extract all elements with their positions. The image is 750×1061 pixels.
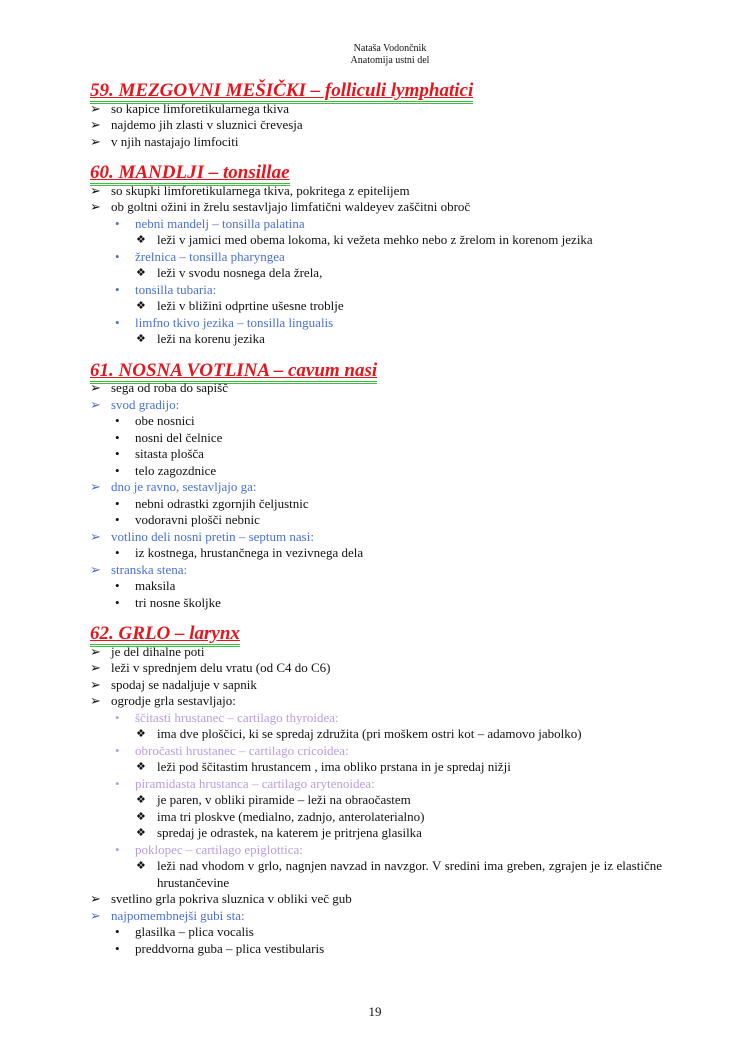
list-item-text: svetlino grla pokriva sluznica v obliki več gub xyxy=(111,891,352,906)
list-item-text: tonsilla tubaria: xyxy=(135,281,217,297)
dot-bullet-icon: • xyxy=(115,578,120,593)
diamond-bullet-icon: ❖ xyxy=(136,300,146,312)
list-item xyxy=(90,726,662,743)
arrow-bullet-icon: ➢ xyxy=(90,561,101,577)
list-item xyxy=(90,463,662,480)
arrow-bullet-icon: ➢ xyxy=(90,100,101,116)
dot-bullet-icon: • xyxy=(115,841,120,857)
list-item xyxy=(90,479,662,496)
dot-bullet-icon: • xyxy=(115,512,120,527)
list-item xyxy=(90,908,662,925)
section-heading xyxy=(90,68,662,101)
list-item-text: ima tri ploskve (medialno, zadnjo, anterolaterialno) xyxy=(157,808,425,824)
list-item xyxy=(90,941,662,958)
list-item xyxy=(90,792,662,809)
list-item-text: žrelnica – tonsilla pharyngea xyxy=(135,248,285,264)
list-item xyxy=(90,430,662,447)
list-item xyxy=(90,265,662,282)
list-item-text: spredaj je odrastek, na katerem je pritrjena glasilka xyxy=(157,825,422,840)
list-item xyxy=(90,331,662,348)
list-item xyxy=(90,693,662,710)
list-item-text: so kapice limforetikularnega tkiva xyxy=(111,100,289,116)
diamond-bullet-icon: ❖ xyxy=(136,728,146,740)
list-item xyxy=(90,183,662,200)
section-heading-text: 60. MANDLJI – tonsillae xyxy=(90,162,290,186)
arrow-bullet-icon: ➢ xyxy=(90,907,101,923)
arrow-bullet-icon: ➢ xyxy=(90,199,101,214)
list-item xyxy=(90,315,662,332)
list-item-text: leži nad vhodom v grlo, nagnjen navzad in navzgor. V sredini ima greben, zgrajen je iz elastične hrustančevine xyxy=(157,858,662,890)
section-heading-text: 59. MEZGOVNI MEŠIČKI – folliculi lymphatici xyxy=(90,80,473,104)
arrow-bullet-icon: ➢ xyxy=(90,643,101,659)
arrow-bullet-icon: ➢ xyxy=(90,182,101,198)
list-item-text: so skupki limforetikularnega tkiva, pokritega z epitelijem xyxy=(111,182,410,198)
list-item xyxy=(90,644,662,661)
list-item xyxy=(90,891,662,908)
list-item-text: leži v jamici med obema lokoma, ki vežeta mehko nebo z žrelom in korenom jezika xyxy=(157,232,593,247)
arrow-bullet-icon: ➢ xyxy=(90,891,101,906)
list-item-text: ob goltni ožini in žrelu sestavljajo limfatični waldeyev zaščitni obroč xyxy=(111,199,471,214)
diamond-bullet-icon: ❖ xyxy=(136,810,146,823)
list-item xyxy=(90,710,662,727)
list-item-text: piramidasta hrustanca – cartilago arytenoidea: xyxy=(135,775,375,791)
section-heading xyxy=(90,150,662,183)
list-item-text: stranska stena: xyxy=(111,561,188,577)
list-item-text: svod gradijo: xyxy=(111,396,180,412)
arrow-bullet-icon: ➢ xyxy=(90,660,101,675)
list-item-text: leži v bližini odprtine ušesne troblje xyxy=(157,298,344,313)
dot-bullet-icon: • xyxy=(115,495,120,511)
arrow-bullet-icon: ➢ xyxy=(90,133,101,149)
list-item-text: obe nosnici xyxy=(135,413,195,428)
diamond-bullet-icon: ❖ xyxy=(136,761,146,773)
list-item-text: obročasti hrustanec – cartilago cricoidea: xyxy=(135,742,349,758)
section-heading xyxy=(90,611,662,644)
list-item xyxy=(90,298,662,315)
list-item-text: nebni odrastki zgornjih čeljustnic xyxy=(135,495,309,511)
list-item xyxy=(90,496,662,513)
arrow-bullet-icon: ➢ xyxy=(90,693,101,708)
dot-bullet-icon: • xyxy=(115,248,120,264)
section-heading-text: 61. NOSNA VOTLINA – cavum nasi xyxy=(90,360,377,384)
dot-bullet-icon: • xyxy=(115,314,120,330)
list-item-text: glasilka – plica vocalis xyxy=(135,924,254,939)
diamond-bullet-icon: ❖ xyxy=(136,860,146,872)
list-item-text: leži na korenu jezika xyxy=(157,331,265,346)
list-item xyxy=(90,216,662,233)
list-item xyxy=(90,232,662,249)
list-item-text: sitasta plošča xyxy=(135,446,204,461)
list-item xyxy=(90,397,662,414)
list-item-text: ima dve ploščici, ki se spredaj združita (pri moškem ostri kot – adamovo jabolko) xyxy=(157,726,582,741)
dot-bullet-icon: • xyxy=(115,281,120,297)
arrow-bullet-icon: ➢ xyxy=(90,117,101,132)
list-item xyxy=(90,578,662,595)
dot-bullet-icon: • xyxy=(115,709,120,725)
list-item-text: ogrodje grla sestavljajo: xyxy=(111,693,236,708)
dot-bullet-icon: • xyxy=(115,924,120,939)
list-item-text: leži v svodu nosnega dela žrela, xyxy=(157,265,323,280)
dot-bullet-icon: • xyxy=(115,594,120,610)
dot-bullet-icon: • xyxy=(115,940,120,956)
arrow-bullet-icon: ➢ xyxy=(90,380,101,395)
list-item xyxy=(90,134,662,151)
list-item-text: preddvorna guba – plica vestibularis xyxy=(135,940,325,956)
arrow-bullet-icon: ➢ xyxy=(90,396,101,412)
diamond-bullet-icon: ❖ xyxy=(136,794,146,806)
list-item-text: je del dihalne poti xyxy=(111,643,205,659)
list-item xyxy=(90,924,662,941)
list-item-text: iz kostnega, hrustančnega in vezivnega dela xyxy=(135,545,364,560)
arrow-bullet-icon: ➢ xyxy=(90,479,101,494)
list-item xyxy=(90,199,662,216)
section-heading xyxy=(90,348,662,381)
list-item xyxy=(90,776,662,793)
list-item-text: vodoravni plošči nebnic xyxy=(135,512,260,527)
list-item xyxy=(90,380,662,397)
list-item xyxy=(90,743,662,760)
list-item xyxy=(90,809,662,826)
diamond-bullet-icon: ❖ xyxy=(136,333,146,345)
diamond-bullet-icon: ❖ xyxy=(136,267,146,279)
list-item-text: najpomembnejši gubi sta: xyxy=(111,907,245,923)
list-item xyxy=(90,545,662,562)
list-item xyxy=(90,117,662,134)
list-item xyxy=(90,825,662,842)
document-body xyxy=(90,68,662,957)
list-item-text: poklopec – cartilago epiglottica: xyxy=(135,841,303,857)
list-item-text: v njih nastajajo limfociti xyxy=(111,133,239,149)
list-item xyxy=(90,282,662,299)
diamond-bullet-icon: ❖ xyxy=(136,827,146,839)
dot-bullet-icon: • xyxy=(115,775,120,791)
header-author: Nataša Vodončnik xyxy=(353,43,427,54)
page-header xyxy=(0,43,750,67)
dot-bullet-icon: • xyxy=(115,446,120,461)
dot-bullet-icon: • xyxy=(115,742,120,758)
dot-bullet-icon: • xyxy=(115,413,120,428)
dot-bullet-icon: • xyxy=(115,545,120,560)
list-item-text: najdemo jih zlasti v sluznici črevesja xyxy=(111,117,303,132)
list-item xyxy=(90,529,662,546)
list-item xyxy=(90,759,662,776)
list-item-text: nosni del čelnice xyxy=(135,429,223,445)
list-item xyxy=(90,446,662,463)
list-item-text: spodaj se nadaljuje v sapnik xyxy=(111,676,257,692)
list-item-text: dno je ravno, sestavljajo ga: xyxy=(111,479,257,494)
list-item-text: tri nosne školjke xyxy=(135,594,221,610)
arrow-bullet-icon: ➢ xyxy=(90,676,101,692)
arrow-bullet-icon: ➢ xyxy=(90,528,101,544)
page-number: 19 xyxy=(368,1004,382,1019)
list-item-text: nebni mandelj – tonsilla palatina xyxy=(135,215,305,231)
list-item-text: telo zagozdnice xyxy=(135,462,217,478)
list-item xyxy=(90,512,662,529)
list-item xyxy=(90,562,662,579)
list-item-text: maksila xyxy=(135,578,176,593)
list-item xyxy=(90,101,662,118)
list-item-text: ščitasti hrustanec – cartilago thyroidea: xyxy=(135,709,339,725)
list-item-text: je paren, v obliki piramide – leži na obraočastem xyxy=(157,792,411,807)
dot-bullet-icon: • xyxy=(115,429,120,445)
section-heading-text: 62. GRLO – larynx xyxy=(90,623,240,647)
diamond-bullet-icon: ❖ xyxy=(136,234,146,246)
header-subtitle: Anatomija ustni del xyxy=(350,55,430,66)
dot-bullet-icon: • xyxy=(115,462,120,478)
list-item-text: leži v sprednjem delu vratu (od C4 do C6) xyxy=(111,660,331,675)
list-item xyxy=(90,249,662,266)
list-item xyxy=(90,858,662,891)
list-item-text: sega od roba do sapišč xyxy=(111,380,228,395)
list-item xyxy=(90,677,662,694)
dot-bullet-icon: • xyxy=(115,215,120,231)
list-item-text: votlino deli nosni pretin – septum nasi: xyxy=(111,528,314,544)
list-item-text: leži pod ščitastim hrustancem , ima obliko prstana in je spredaj nižji xyxy=(157,759,511,774)
list-item xyxy=(90,595,662,612)
list-item xyxy=(90,842,662,859)
list-item xyxy=(90,413,662,430)
list-item-text: limfno tkivo jezika – tonsilla lingualis xyxy=(135,314,334,330)
list-item xyxy=(90,660,662,677)
